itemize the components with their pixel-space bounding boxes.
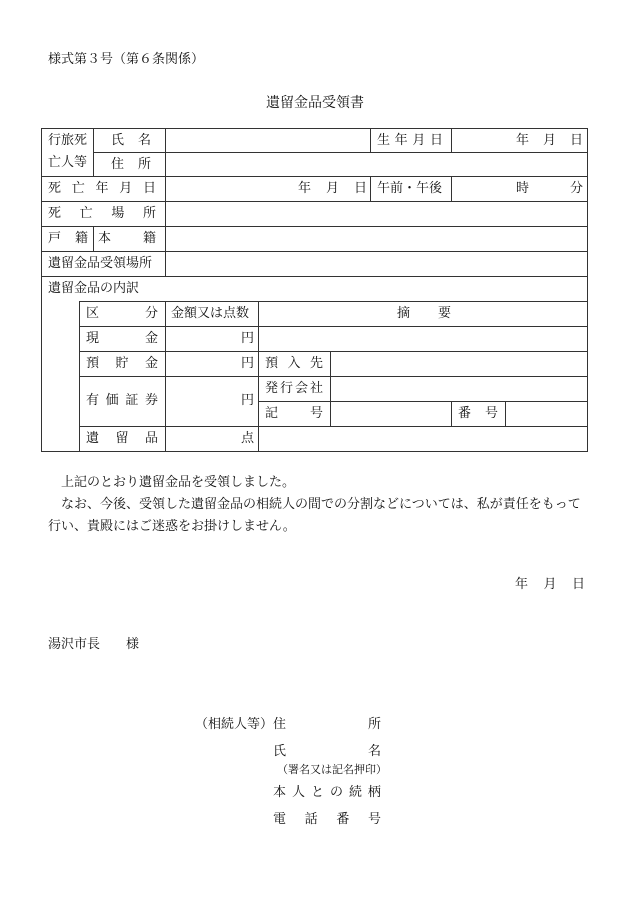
relationship-label: 本 人 と の 続 柄 bbox=[273, 785, 381, 800]
address-label: 住 所 bbox=[111, 157, 151, 172]
belongings-label: 遺 留 品 bbox=[86, 431, 158, 446]
document-title: 遺留金品受領書 bbox=[266, 95, 364, 111]
death-date-label: 死 亡 年 月 日 bbox=[48, 181, 156, 196]
securities-label: 有 価 証 券 bbox=[86, 393, 158, 408]
am-pm-label: 午前・午後 bbox=[377, 181, 443, 196]
death-day-unit: 日 bbox=[354, 181, 368, 196]
addressee: 湯沢市長 様 bbox=[48, 637, 140, 652]
seal-note: （署名又は記名押印） bbox=[277, 763, 387, 776]
receipt-place-label: 遺留金品受領場所 bbox=[48, 256, 153, 271]
deceased-group-label-1: 行旅死 bbox=[48, 133, 88, 148]
securities-unit: 円 bbox=[241, 393, 255, 408]
number-label: 番 号 bbox=[458, 406, 498, 421]
name-field[interactable] bbox=[166, 129, 370, 152]
family-register-label: 戸 籍 bbox=[48, 231, 88, 246]
col-category-header: 区 分 bbox=[86, 306, 158, 321]
birth-year-unit: 年 bbox=[516, 133, 530, 148]
belongings-unit: 点 bbox=[241, 431, 255, 446]
savings-label: 預 貯 金 bbox=[86, 356, 158, 371]
breakdown-label: 遺留金品の内訳 bbox=[48, 281, 140, 296]
receipt-statement bbox=[48, 472, 588, 538]
col-amount-header: 金額又は点数 bbox=[171, 306, 250, 321]
cash-label: 現 金 bbox=[86, 331, 158, 346]
statement-line-2: なお、今後、受領した遺留金品の相続人の間での分割などについては、私が責任をもって行い、貴殿にはご迷惑をお掛けしません。 bbox=[48, 497, 581, 534]
receipt-date: 年 月 日 bbox=[515, 577, 585, 592]
registered-domicile-label: 本 籍 bbox=[98, 231, 156, 246]
heir-address-label: 住 所 bbox=[273, 717, 381, 732]
form-number: 様式第３号（第６条関係） bbox=[48, 52, 205, 67]
cash-unit: 円 bbox=[241, 331, 255, 346]
savings-unit: 円 bbox=[241, 356, 255, 371]
phone-label: 電 話 番 号 bbox=[273, 812, 381, 827]
hour-unit: 時 bbox=[516, 181, 530, 196]
name-label: 氏 名 bbox=[111, 133, 151, 148]
birthdate-label: 生 年 月 日 bbox=[377, 133, 443, 148]
statement-line-1: 上記のとおり遺留金品を受領しました。 bbox=[61, 475, 296, 490]
address-field[interactable] bbox=[166, 153, 587, 176]
death-place-label: 死 亡 場 所 bbox=[48, 206, 156, 221]
issuer-label: 発 行 会 社 bbox=[265, 381, 323, 396]
depository-label: 預 入 先 bbox=[265, 356, 323, 371]
heir-name-label: 氏 名 bbox=[273, 744, 381, 759]
heir-label: （相続人等） bbox=[195, 717, 274, 732]
death-year-unit: 年 bbox=[298, 181, 312, 196]
birth-day-unit: 日 bbox=[570, 133, 584, 148]
death-month-unit: 月 bbox=[326, 181, 340, 196]
receipt-place-field[interactable] bbox=[166, 252, 587, 276]
symbol-label: 記 号 bbox=[265, 406, 323, 421]
death-place-field[interactable] bbox=[166, 202, 587, 226]
deceased-group-label-2: 亡人等 bbox=[48, 155, 88, 170]
col-summary-header: 摘 要 bbox=[397, 306, 451, 321]
registered-domicile-field[interactable] bbox=[166, 227, 587, 251]
minute-unit: 分 bbox=[570, 181, 584, 196]
birth-month-unit: 月 bbox=[543, 133, 557, 148]
